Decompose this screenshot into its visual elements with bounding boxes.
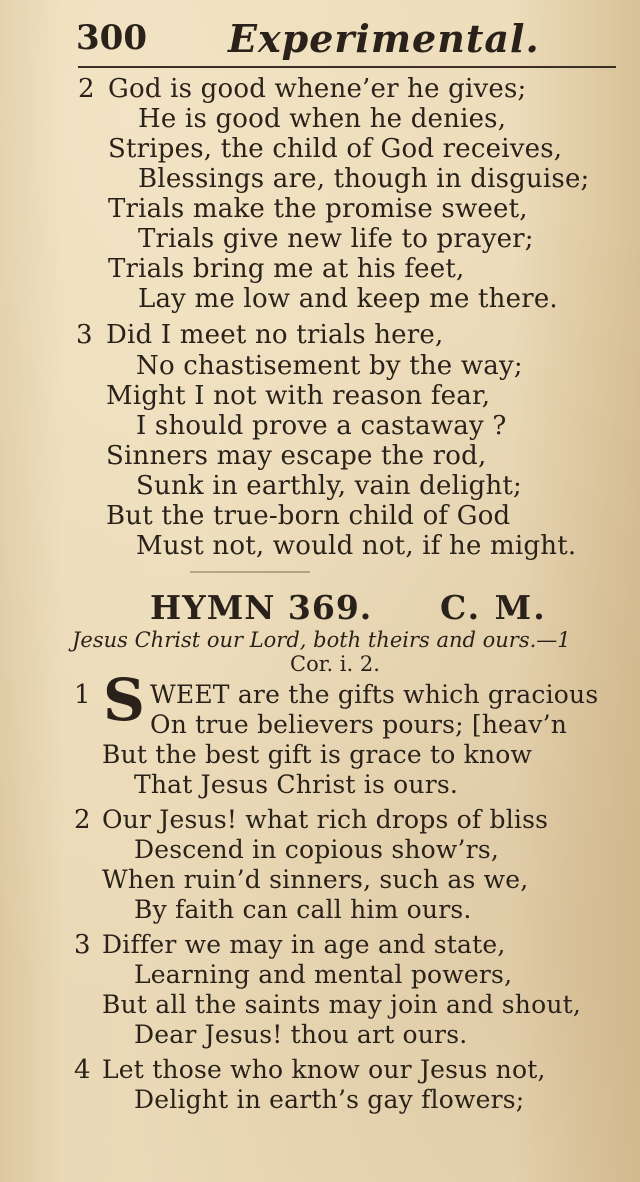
verse-line: Delight in earth’s gay flowers; xyxy=(134,1085,525,1114)
verse-line: Sunk in earthly, vain delight; xyxy=(136,471,523,501)
verse-line: He is good when he denies, xyxy=(138,104,507,134)
verse-line: Trials give new life to prayer; xyxy=(138,224,534,254)
hymn-reference: Cor. i. 2. xyxy=(290,652,380,676)
verse-line: By faith can call him ours. xyxy=(134,895,472,924)
verse-number: 2 xyxy=(74,805,91,835)
verse-line: God is good whene’er he gives; xyxy=(108,74,527,104)
verse-line: But the true-born child of God xyxy=(106,501,511,531)
verse-line: Dear Jesus! thou art ours. xyxy=(134,1020,468,1049)
verse-number: 2 xyxy=(78,74,95,104)
verse-line: Trials make the promise sweet, xyxy=(108,194,528,224)
verse-line: But the best gift is grace to know xyxy=(102,740,533,769)
verse-line: Let those who know our Jesus not, xyxy=(102,1055,546,1084)
verse-line: Might I not with reason fear, xyxy=(106,381,491,411)
verse-line: Did I meet no trials here, xyxy=(106,320,444,350)
section-divider xyxy=(190,571,310,573)
verse-line: Blessings are, though in disguise; xyxy=(138,164,590,194)
drop-cap: S xyxy=(103,666,145,734)
verse-line: Stripes, the child of God receives, xyxy=(108,134,563,164)
verse-line: WEET are the gifts which gracious xyxy=(150,680,599,709)
hymn-meter: C. M. xyxy=(440,588,547,627)
page-number: 300 xyxy=(76,18,147,58)
header-rule xyxy=(78,66,616,68)
verse-line: Trials bring me at his feet, xyxy=(108,254,465,284)
verse-number: 1 xyxy=(74,680,91,710)
verse-line: Must not, would not, if he might. xyxy=(136,531,577,561)
verse-line: Lay me low and keep me there. xyxy=(138,284,558,314)
verse-line: On true believers pours; [heav’n xyxy=(150,710,568,739)
verse-line: Descend in copious show’rs, xyxy=(134,835,499,864)
verse-line: That Jesus Christ is ours. xyxy=(134,770,459,799)
verse-line: When ruin’d sinners, such as we, xyxy=(102,865,529,894)
verse-line: No chastisement by the way; xyxy=(136,351,523,381)
verse-line: I should prove a castaway ? xyxy=(136,411,507,441)
hymn-title: HYMN 369. xyxy=(150,588,373,627)
verse-number: 3 xyxy=(76,320,93,350)
running-title: Experimental. xyxy=(228,16,540,61)
verse-line: Learning and mental powers, xyxy=(134,960,513,989)
verse-line: But all the saints may join and shout, xyxy=(102,990,582,1019)
running-head xyxy=(76,16,616,62)
verse-line: Differ we may in age and state, xyxy=(102,930,506,959)
verse-number: 4 xyxy=(74,1055,91,1085)
verse-line: Sinners may escape the rod, xyxy=(106,441,487,471)
verse-line: Our Jesus! what rich drops of bliss xyxy=(102,805,549,834)
verse-number: 3 xyxy=(74,930,91,960)
hymn-subtitle: Jesus Christ our Lord, both theirs and ours.—1 xyxy=(72,628,571,652)
